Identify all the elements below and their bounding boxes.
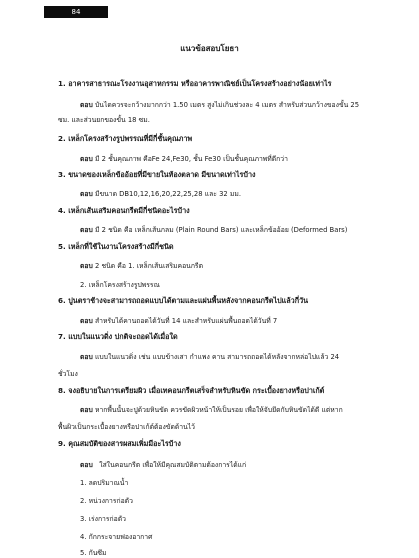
answer-label: ตอบ xyxy=(80,226,93,234)
answer-label: ตอบ xyxy=(80,406,93,414)
question-5: 5. เหล็กที่ใช้ในงานโครงสร้างมีกี่ชนิด xyxy=(58,242,174,251)
question-7: 7. แบบในแนวดิ่ง ปกติจะถอดได้เมื่อใด xyxy=(58,332,178,341)
answer-9-line-1 xyxy=(80,459,246,470)
answer-label: ตอบ xyxy=(80,155,93,163)
question-9: 9. คุณสมบัติของสารผสมเพิ่มมีอะไรบ้าง xyxy=(58,439,181,448)
answer-1-line-1 xyxy=(80,99,359,110)
answer-text: แบบในแนวดิ่ง เช่น แบบข้างเสา กำแพง คาน สามารถถอดได้หลังจากหล่อไปแล้ว 24 xyxy=(94,353,340,361)
answer-8-line-2: พื้นผิวเป็นกระเบื้องยางหรือปาเก้ต์ต้องขัดด้านไว้ xyxy=(58,423,195,431)
answer-7-line-2: ชั่วโมง xyxy=(58,370,78,378)
answer-9-list-item-1: 1. ลดปริมาณน้ำ xyxy=(80,479,129,487)
answer-text: สำหรับได้คานถอดได้วันที่ 14 และสำหรับแผ่นพื้นถอดได้วันที่ 7 xyxy=(94,317,278,325)
answer-5-line-2: 2. เหล็กโครงสร้างรูปพรรณ xyxy=(80,281,160,289)
answer-label: ตอบ xyxy=(80,353,93,361)
answer-2-line-1 xyxy=(80,153,288,164)
question-6: 6. ปูนตราช้างจะสามารถถอดแบบได้ตามและแผ่นพื้นหลังจากคอนกรีตไปแล้วกี่วัน xyxy=(58,296,309,305)
answer-label: ตอบ xyxy=(80,317,93,325)
answer-text: มีขนาด DB10,12,16,20,22,25,28 และ 32 มม. xyxy=(94,190,241,198)
answer-text: หากพื้นนั้นจะปูด้วยหินขัด ควรขัดผิวหน้าให้เป็นรอย เพื่อให้จับยึดกับหินขัดได้ดี แต่หาก xyxy=(94,406,343,414)
answer-text: มี 2 ชนิด คือ เหล็กเส้นกลม (Plain Round Bars) และเหล็กข้ออ้อย (Deformed Bars) xyxy=(94,226,348,234)
answer-text: ใส่ในคอนกรีต เพื่อให้มีคุณสมบัติตามต้องการได้แก่ xyxy=(99,461,247,469)
answer-9-list-item-2: 2. หน่วงการก่อตัว xyxy=(80,497,133,505)
answer-9-list-item-5: 5. กันซึม xyxy=(80,549,107,557)
answer-text: บันไดควรจะกว้างมากกว่า 1.50 เมตร สูงไม่เกินช่วงละ 4 เมตร สำหรับส่วนกว้างของขั้น 25 xyxy=(94,101,360,109)
question-3: 3. ขนาดของเหล็กข้ออ้อยที่มีขายในท้องตลาด มีขนาดเท่าไรบ้าง xyxy=(58,170,256,179)
answer-label: ตอบ xyxy=(80,461,93,469)
answer-5-line-1 xyxy=(80,260,203,271)
answer-label: ตอบ xyxy=(80,190,93,198)
answer-6-line-1 xyxy=(80,315,277,326)
answer-3-line-1 xyxy=(80,188,241,199)
answer-text: มี 2 ชั้นคุณภาพ คือFe 24,Fe30, ชั้น Fe30 เป็นชั้นคุณภาพที่ดีกว่า xyxy=(94,155,288,163)
answer-7-line-1 xyxy=(80,351,339,362)
question-4: 4. เหล็กเส้นเสริมคอนกรีตมีกี่ชนิดอะไรบ้าง xyxy=(58,206,190,215)
answer-9-list-item-4: 4. กักกระจายฟองอากาศ xyxy=(80,533,153,541)
question-1: 1. อาคารสาธารณะโรงงานอุสาหกรรม หรืออาคารพาณิชย์เป็นโครงสร้างอย่างน้อยเท่าไร xyxy=(58,79,332,88)
question-2: 2. เหล็กโครงสร้างรูปพรรณที่มีกี่ชั้นคุณภาพ xyxy=(58,134,193,143)
answer-label: ตอบ xyxy=(80,101,93,109)
answer-9-list-item-3: 3. เร่งการก่อตัว xyxy=(80,515,126,523)
question-8: 8. จงอธิบายในการเตรียมผิว เมื่อเทคอนกรีตเสร็จสำหรับหินขัด กระเบื้องยางหรือปาเก้ต์ xyxy=(58,386,325,395)
page-title: แนวข้อสอบโยธา xyxy=(180,44,239,53)
answer-4-line-1 xyxy=(80,224,347,235)
answer-8-line-1 xyxy=(80,404,343,415)
answer-1-line-2: ซม. และส่วนยกของขั้น 18 ซม. xyxy=(58,116,150,124)
answer-text: 2 ชนิด คือ 1. เหล็กเส้นเสริมคอนกรีต xyxy=(94,262,203,270)
answer-label: ตอบ xyxy=(80,262,93,270)
page-number-bar: 84 xyxy=(44,6,108,18)
